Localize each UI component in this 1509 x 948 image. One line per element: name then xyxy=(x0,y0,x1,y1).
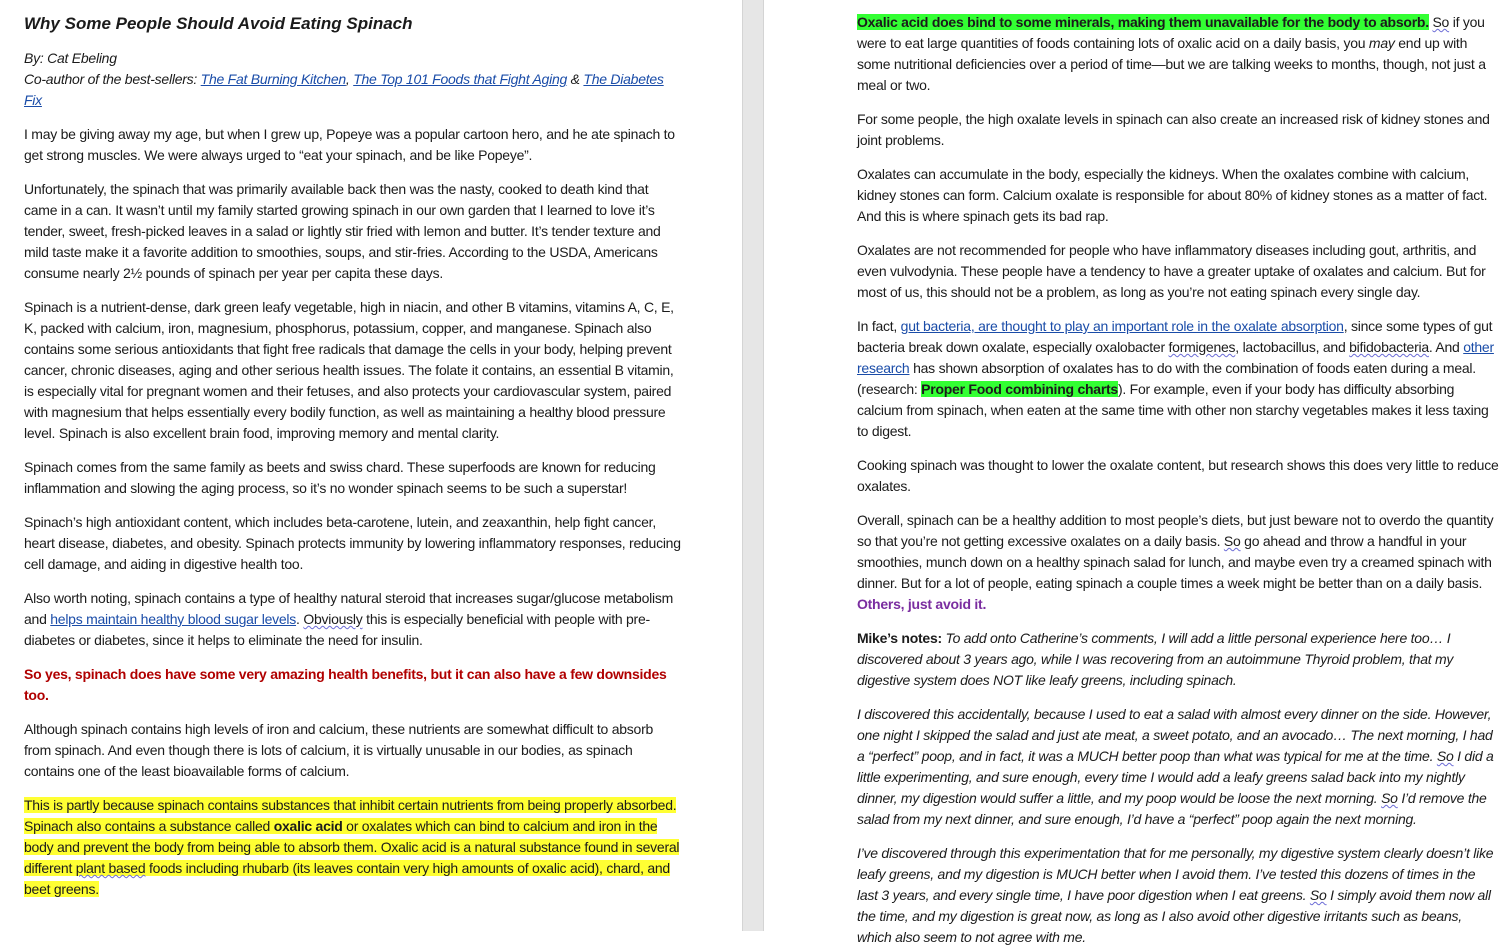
text-run: , lactobacillus, and xyxy=(1235,339,1350,355)
byline xyxy=(24,48,682,111)
right-document-page xyxy=(764,0,1509,945)
spellcheck-word[interactable]: So xyxy=(1381,790,1398,806)
paragraph-experimentation xyxy=(857,843,1499,948)
spellcheck-word[interactable]: So xyxy=(1309,887,1327,903)
gut-bacteria-link[interactable]: gut bacteria, are thought to play an important role in the oxalate absorption xyxy=(900,318,1344,334)
red-emphasis-paragraph: So yes, spinach does have some very amazing health benefits, but it can also have a few downsides too. xyxy=(24,666,667,703)
spellcheck-word[interactable]: Obviously xyxy=(303,611,363,627)
paragraph-oxalic-acid-highlighted xyxy=(24,795,682,900)
coauthor-line xyxy=(24,69,682,111)
left-document-page xyxy=(0,0,742,931)
blood-sugar-link[interactable]: helps maintain healthy blood sugar levels xyxy=(50,611,297,627)
book-link-fat-burning-kitchen[interactable]: The Fat Burning Kitchen xyxy=(200,71,346,87)
text-run: Overall, spinach can be a healthy addition to most people’s diets, but just beware not to overdo the quantity so that you’re not getting excessive oxalates on a daily basis. xyxy=(857,512,1494,549)
text-run: if you were to eat large quantities of foods containing lots of oxalic acid on a daily basis, you xyxy=(857,14,1485,51)
paragraph-kidney-risk: For some people, the high oxalate levels in spinach can also create an increased risk of kidney stones and joint problems. xyxy=(857,111,1490,148)
page-gutter xyxy=(742,0,764,931)
italic-text: To add onto Catherine’s comments, I will add a little personal experience here too… I discovered about 3 years ago, while I was recovering from an autoimmune Thyroid problem, that my digestive system does NOT like leafy greens, including spinach. xyxy=(857,630,1454,688)
spellcheck-word[interactable]: So xyxy=(1223,533,1241,549)
article-title: Why Some People Should Avoid Eating Spinach xyxy=(24,14,413,33)
text-run: ). For example, even if your body has difficulty absorbing calcium from spinach, when eaten at the same time with other non starchy vegetables makes it less taxing to digest. xyxy=(857,381,1489,439)
paragraph-iron-calcium: Although spinach contains high levels of iron and calcium, these nutrients are somewhat difficult to absorb from spinach. And even though there is lots of calcium, it is virtually unusable in our bodies, as spinach contains one of the least bioavailable forms of calcium. xyxy=(24,721,654,779)
paragraph-steroid xyxy=(24,588,682,651)
paragraph-family: Spinach comes from the same family as beets and swiss chard. These superfoods are known for reducing inflammation and slowing the aging process, so it’s no wonder spinach seems to be such a superstar! xyxy=(24,459,656,496)
paragraph-inflammatory: Oxalates are not recommended for people who have inflammatory diseases including gout, arthritis, and even vulvodynia. These people have a tendency to have a greater uptake of oxalates and calcium. But for most of us, this should not be a problem, as long as you’re not eating spinach every single day. xyxy=(857,242,1486,300)
paragraph-popeye: I may be giving away my age, but when I grew up, Popeye was a popular cartoon hero, and he ate spinach to get strong muscles. We were always urged to “eat your spinach, and be like Popeye”. xyxy=(24,126,675,163)
coauthor-prefix: Co-author of the best-sellers: xyxy=(24,71,201,87)
paragraph-discovered xyxy=(857,704,1499,830)
green-highlight: Oxalic acid does bind to some minerals, making them unavailable for the body to absorb. xyxy=(857,14,1429,30)
text-run: I’ve discovered through this experimentation that for me personally, my digestive system clearly doesn’t like leafy greens, and my digestion is MUCH better when I avoid them. I’ve tested this dozens of times in the last 3 years, and every single time, I have poor digestion when I eat greens. xyxy=(857,845,1494,903)
text-run: , since some types of gut bacteria break down oxalate, especially oxalobacter xyxy=(857,318,1493,355)
text-run: has shown absorption of oxalates has to do with the combination of foods eaten during a meal. (research: xyxy=(857,360,1476,397)
text-run: I’d remove the salad from my next dinner, and sure enough, I’d have a “perfect” poop again the next morning. xyxy=(857,790,1487,827)
spellcheck-word[interactable]: formigenes xyxy=(1168,339,1236,355)
paragraph-nutrients: Spinach is a nutrient-dense, dark green leafy vegetable, high in niacin, and other B vitamins, vitamins A, C, E, K, packed with calcium, iron, magnesium, phosphorus, potassium, copper, and manganese. Spinach also contains some serious antioxidants that fight free radicals that damage the cells in your body, helping prevent cancer, chronic diseases, aging and other serious health issues. The folate it contains, an essential B vitamin, is especially vital for pregnant women and their fetuses, and also protects your cardiovascular system, paired with magnesium that helps essentially every bodily function, as well as maintaining a healthy blood pressure level. Spinach is also excellent brain food, improving memory and mental clarity. xyxy=(24,299,674,441)
paragraph-cooking: Cooking spinach was thought to lower the oxalate content, but research shows this does very little to reduce oxalates. xyxy=(857,457,1499,494)
text-run: Also worth noting, spinach contains a type of healthy natural steroid that increases sugar/glucose metabolism and xyxy=(24,590,674,627)
book-link-top-101-foods[interactable]: The Top 101 Foods that Fight Aging xyxy=(353,71,568,87)
text-run: . And xyxy=(1428,339,1464,355)
spellcheck-word[interactable]: So xyxy=(1436,748,1454,764)
paragraph-oxalates-accumulate: Oxalates can accumulate in the body, especially the kidneys. When the oxalates combine with calcium, kidney stones can form. Calcium oxalate is responsible for about 80% of kidney stones as a matter of fact. And this is where spinach gets its bad rap. xyxy=(857,166,1488,224)
paragraph-gut-bacteria xyxy=(857,316,1499,442)
highlighted-text: This is partly because spinach contains substances that inhibit certain nutrients from being properly absorbed. Spinach also contains a substance called xyxy=(24,797,677,834)
other-research-link[interactable]: other research xyxy=(857,339,1494,376)
highlighted-text: foods including rhubarb (its leaves contain very high amounts of oxalic acid), chard, and beet greens. xyxy=(24,860,670,897)
paragraph-oxalic-binds xyxy=(857,12,1499,96)
separator: & xyxy=(567,71,584,87)
text-run: this is especially beneficial with people with pre-diabetes or diabetes, since it helps to eliminate the need for insulin. xyxy=(24,611,650,648)
book-link-diabetes-fix[interactable]: The Diabetes Fix xyxy=(24,71,664,108)
spellcheck-word[interactable]: bifidobacteria xyxy=(1349,339,1429,355)
text-run: end up with some nutritional deficiencies over a period of time—but we are talking weeks to months, though, not just a meal or two. xyxy=(857,35,1486,93)
highlighted-text: or oxalates which can bind to calcium and iron in the body and prevent the body from being able to absorb them. Oxalic acid is a natural substance found in several different xyxy=(24,818,680,876)
italic-word: may xyxy=(1368,35,1395,51)
spellcheck-word[interactable]: plant based xyxy=(75,860,146,876)
separator: , xyxy=(345,71,354,87)
bold-term: oxalic acid xyxy=(273,818,343,834)
paragraph-mikes-notes xyxy=(857,628,1499,691)
paragraph-antioxidants: Spinach’s high antioxidant content, which includes beta-carotene, lutein, and zeaxanthin, help fight cancer, heart disease, diabetes, and obesity. Spinach protects immunity by lowering inflammatory responses, reducing cell damage, and aiding in digestive health too. xyxy=(24,514,681,572)
paragraph-overall xyxy=(857,510,1499,615)
text-run: I did a little experimenting, and sure enough, every time I would add a leafy greens salad back into my nightly dinner, my digestion would suffer a little, and my poop would be loose the next morning. xyxy=(857,748,1494,806)
author-line: By: Cat Ebeling xyxy=(24,50,117,66)
purple-emphasis: Others, just avoid it. xyxy=(857,596,987,612)
text-run: I discovered this accidentally, because I used to eat a salad with almost every dinner on the side. However, one night I skipped the salad and just ate meat, a sweet potato, and an avocado… The next morning, I had a “perfect” poop, and in fact, it was a MUCH better poop than what was typical for me at the time. xyxy=(857,706,1493,764)
text-run: . xyxy=(296,611,304,627)
green-highlight: Proper Food combining charts xyxy=(921,381,1118,397)
text-run: In fact, xyxy=(857,318,901,334)
text-run: I simply avoid them now all the time, and my digestion is great now, as long as I also avoid other digestive irritants such as beans, which also seem to not agree with me. xyxy=(857,887,1491,945)
paragraph-canned-spinach: Unfortunately, the spinach that was primarily available back then was the nasty, cooked to death kind that came in a can. It wasn’t until my family started growing spinach in our own garden that I learned to love it’s tender, sweet, fresh-picked leaves in a salad or lightly stir fried with lemon and butter. It’s tender texture and mild taste make it a favorite addition to smoothies, soups, and stir-fries. According to the USDA, Americans consume nearly 2½ pounds of spinach per year per capita these days. xyxy=(24,181,661,281)
mikes-notes-label: Mike’s notes: xyxy=(857,630,942,646)
spellcheck-word[interactable]: So xyxy=(1432,14,1450,30)
text-run: go ahead and throw a handful in your smoothies, munch down on a healthy spinach salad for lunch, and maybe even try a creamed spinach with dinner. But for a lot of people, eating spinach a couple times a week might be better than on a daily basis. xyxy=(857,533,1492,591)
